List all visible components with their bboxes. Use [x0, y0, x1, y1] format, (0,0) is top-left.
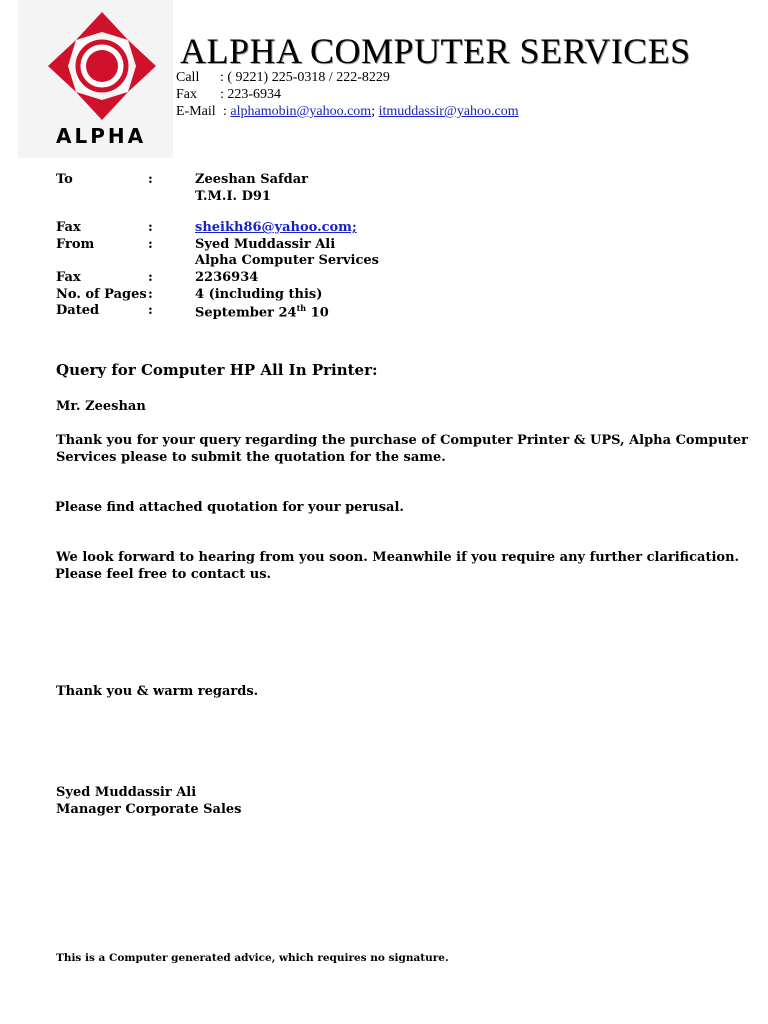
from-value-2: Alpha Computer Services [195, 253, 379, 268]
dated-value [195, 303, 329, 320]
closing: Thank you & warm regards. [56, 684, 259, 699]
call-value: : ( 9221) 225-0318 / 222-8229 [220, 70, 390, 85]
pages-value: 4 (including this) [195, 287, 323, 302]
company-name: ALPHA COMPUTER SERVICES [180, 31, 691, 71]
to-value-2: T.M.I. D91 [195, 189, 271, 204]
salutation: Mr. Zeeshan [56, 399, 146, 414]
signer-title: Manager Corporate Sales [56, 802, 242, 817]
dated-value-suffix: th [296, 303, 307, 313]
email-link-alphamobin[interactable]: alphamobin@yahoo.com [230, 104, 372, 119]
alpha-logo-icon [46, 10, 158, 122]
footer-note: This is a Computer generated advice, which requires no signature. [56, 952, 449, 964]
from-colon: : [148, 237, 153, 252]
fax-to-label: Fax [56, 220, 81, 235]
from-label: From [56, 237, 95, 252]
dated-label: Dated [56, 303, 100, 318]
paragraph-1-line-2: Services please to submit the quotation for the same. [56, 450, 446, 465]
to-label: To [56, 172, 73, 187]
signer-name: Syed Muddassir Ali [56, 785, 197, 800]
fax-from-colon: : [148, 270, 153, 285]
dated-value-main: September 24 [195, 305, 297, 321]
pages-label: No. of Pages [56, 287, 147, 302]
paragraph-1-line-1: Thank you for your query regarding the purchase of Computer Printer & UPS, Alpha Computer [56, 433, 749, 448]
to-colon: : [148, 172, 153, 187]
email-separator: : [223, 104, 227, 119]
to-value: Zeeshan Safdar [195, 172, 308, 187]
call-label: Call [176, 70, 200, 85]
fax-from-value: 2236934 [195, 270, 259, 285]
email-semicolon: ; [371, 104, 376, 119]
fax-from-label: Fax [56, 270, 81, 285]
logo-text: ALPHA [56, 124, 147, 148]
pages-colon: : [148, 287, 153, 302]
dated-value-year: 10 [306, 305, 329, 321]
paragraph-2: Please find attached quotation for your perusal. [55, 500, 404, 515]
paragraph-3-line-1: We look forward to hearing from you soon. Meanwhile if you require any further clarification. [56, 550, 740, 565]
dated-colon: : [148, 303, 153, 318]
from-value: Syed Muddassir Ali [195, 237, 336, 252]
fax-to-colon: : [148, 220, 153, 235]
fax-to-email-link[interactable]: sheikh86@yahoo.com; [195, 220, 357, 235]
email-link-itmuddassir[interactable]: itmuddassir@yahoo.com [378, 104, 519, 119]
fax-label: Fax [176, 87, 197, 102]
email-line [223, 104, 519, 120]
subject-heading: Query for Computer HP All In Printer: [56, 361, 378, 379]
paragraph-3-line-2: Please feel free to contact us. [55, 567, 272, 582]
fax-value: : 223-6934 [220, 87, 282, 102]
email-label: E-Mail [176, 104, 216, 119]
